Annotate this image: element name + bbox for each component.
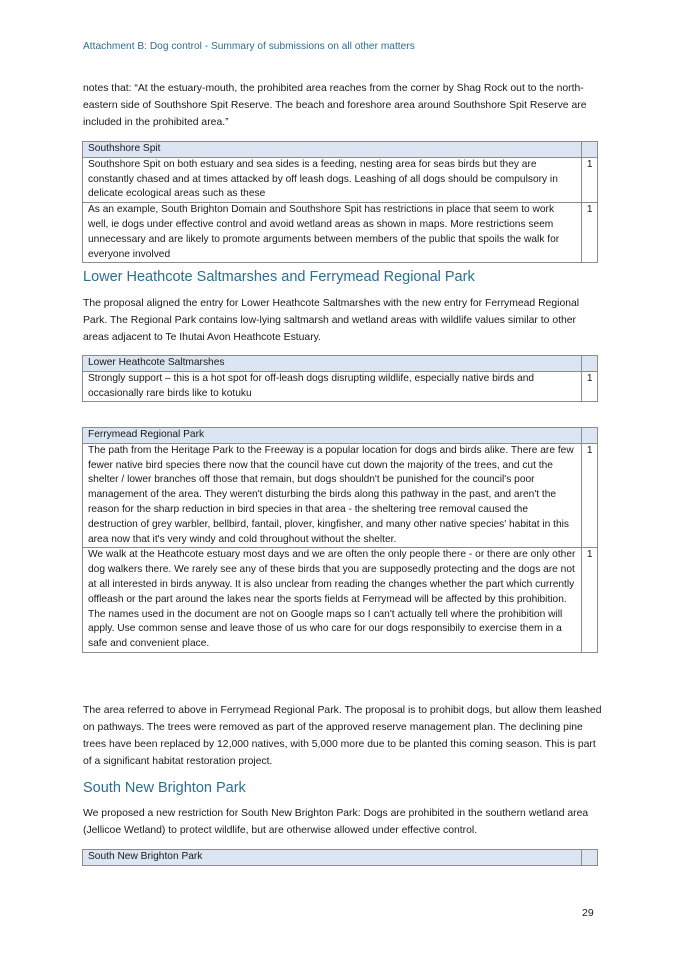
submission-text: We walk at the Heathcote estuary most days and we are often the only people there - or there are only other dog walkers there. We rarely see any of these birds that you are supposedly protecting and the dogs are not at all interested in birds anyway. It is also unclear from reading the changes whether the part which currently offleash or the part around the lakes near the sports fields at Ferrymead will be affected by this prohibition. The names used in the document are not on Google maps so I can't actually tell where the prohibition will apply. Use common sense and leave those of us who care for our dogs responsibily to exercise them in a safe and convenient place.	[83, 548, 582, 653]
table-row	[83, 548, 598, 653]
table-row	[83, 157, 598, 202]
table-row	[83, 371, 598, 402]
submission-count: 1	[582, 203, 598, 263]
table-header-row	[83, 356, 598, 372]
lower-heathcote-table	[82, 355, 598, 402]
submission-text: Strongly support – this is a hot spot for off-leash dogs disrupting wildlife, especially native birds and occasionally rare birds like to kotuku	[83, 371, 582, 402]
submission-count: 1	[582, 548, 598, 653]
south-new-brighton-table	[82, 849, 598, 866]
submission-text: Southshore Spit on both estuary and sea sides is a feeding, nesting area for seas birds but they are constantly chased and at times attacked by off leash dogs. Leashing of all dogs should be compulsory in delicate ecological areas such as these	[83, 157, 582, 202]
section-heading-lower-heathcote: Lower Heathcote Saltmarshes and Ferrymead Regional Park	[83, 269, 475, 285]
ferrymead-table	[82, 427, 598, 653]
table-title: Lower Heathcote Saltmarshes	[83, 356, 582, 372]
table-header-row	[83, 428, 598, 444]
page-number: 29	[582, 907, 594, 919]
table-header-row	[83, 850, 598, 866]
intro-paragraph: notes that: “At the estuary-mouth, the prohibited area reaches from the corner by Shag Rock out to the north-eastern side of Southshore Spit Reserve. The beach and foreshore area around Southshore Spit Reserve are included in the prohibited area.”	[83, 83, 587, 128]
southshore-spit-table	[82, 141, 598, 263]
submission-count: 1	[582, 371, 598, 402]
table-header-row	[83, 142, 598, 158]
lower-heathcote-paragraph: The proposal aligned the entry for Lower Heathcote Saltmarshes with the new entry for Ferrymead Regional Park. The Regional Park contains low-lying saltmarsh and wetland areas with wildlife values similar to other areas adjacent to Te Ihutai Avon Heathcote Estuary.	[83, 298, 580, 343]
submission-text: As an example, South Brighton Domain and Southshore Spit has restrictions in place that seem to work well, ie dogs under effective control and avoid wetland areas as shown in maps. More restrictions seem unnecessary and are likely to promote arguments between members of the public that spoils the walk for everyone involved	[83, 203, 582, 263]
submission-count: 1	[582, 443, 598, 548]
submission-text: The path from the Heritage Park to the Freeway is a popular location for dogs and birds alike. There are few fewer native bird species there now that the council have cut down the majority of the trees, and cut the shelter / lower branches off those that remain, but dogs shouldn't be punished for the council's poor management of the area. They weren't disturbing the birds along this pathway in the past, and aren't the reason for the sharp reduction in bird species in that area - the sheltering tree removal caused the destruction of grey warbler, bellbird, fantail, plover, kingfisher, and many other native species' habitat in this area now that it's very windy and cold throughout without the shelter.	[83, 443, 582, 548]
document-header: Attachment B: Dog control - Summary of submissions on all other matters	[83, 41, 415, 52]
table-title: Ferrymead Regional Park	[83, 428, 582, 444]
submission-count: 1	[582, 157, 598, 202]
ferrymead-response-paragraph: The area referred to above in Ferrymead Regional Park. The proposal is to prohibit dogs, but allow them leashed on pathways. The trees were removed as part of the approved reserve management plan. The declining pine trees have been replaced by 12,000 natives, with 5,000 more due to be planted this coming season. This is part of a significant habitat restoration project.	[83, 705, 602, 767]
table-row	[83, 203, 598, 263]
section-heading-south-new-brighton: South New Brighton Park	[83, 780, 246, 796]
table-title: South New Brighton Park	[83, 850, 582, 866]
table-title: Southshore Spit	[83, 142, 582, 158]
table-row	[83, 443, 598, 548]
south-new-brighton-paragraph: We proposed a new restriction for South New Brighton Park: Dogs are prohibited in the southern wetland area (Jellicoe Wetland) to protect wildlife, but are otherwise allowed under effective control.	[83, 808, 589, 836]
